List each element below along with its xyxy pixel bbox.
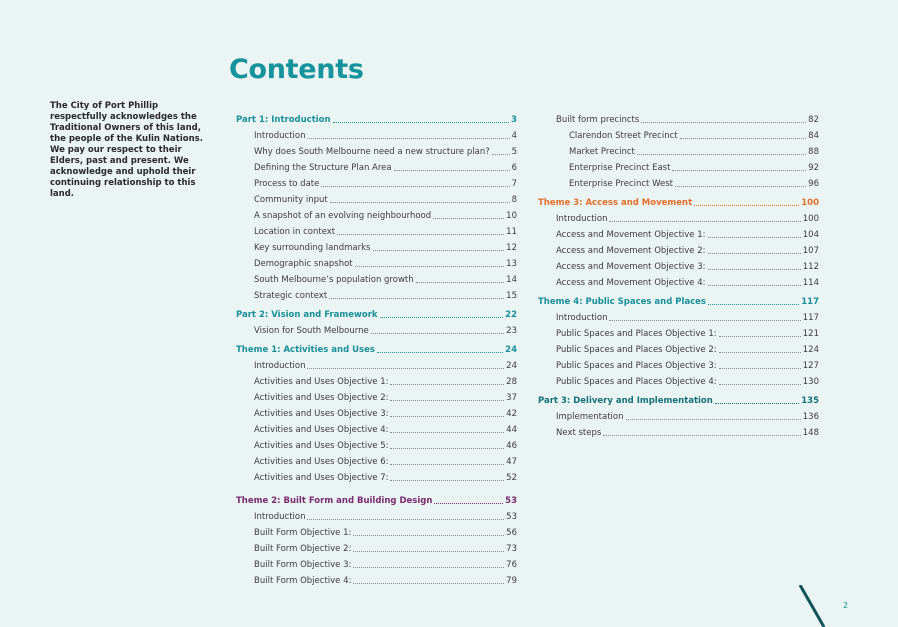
toc-leader-dots	[390, 383, 504, 385]
toc-entry[interactable]	[556, 329, 819, 339]
toc-leader-dots	[433, 217, 504, 219]
toc-leader-dots	[321, 185, 509, 187]
toc-page-number: 28	[506, 377, 517, 387]
toc-page-number: 88	[808, 147, 819, 157]
toc-leader-dots	[603, 434, 800, 436]
toc-leader-dots	[355, 265, 505, 267]
toc-leader-dots	[637, 153, 806, 155]
toc-leader-dots	[333, 121, 510, 123]
toc-page-number: 79	[506, 576, 517, 586]
toc-page-number: 130	[802, 377, 819, 387]
toc-leader-dots	[329, 297, 504, 299]
toc-leader-dots	[353, 582, 504, 584]
toc-entry[interactable]	[254, 457, 517, 467]
toc-section-heading[interactable]	[236, 115, 517, 125]
toc-entry[interactable]	[254, 326, 517, 336]
toc-entry-label: Part 2: Vision and Framework	[236, 310, 378, 320]
toc-page-number: 112	[802, 262, 819, 272]
toc-entry-label: Access and Movement Objective 4:	[556, 278, 706, 288]
toc-leader-dots	[373, 249, 505, 251]
decorative-slash	[798, 585, 838, 627]
toc-page-number: 52	[506, 473, 517, 483]
toc-entry[interactable]	[556, 278, 819, 288]
toc-entry[interactable]	[254, 211, 517, 221]
toc-page-number: 82	[808, 115, 819, 125]
toc-entry-label: Part 1: Introduction	[236, 115, 331, 125]
toc-entry-label: Enterprise Precinct West	[569, 179, 673, 189]
acknowledgement-text: The City of Port Phillip respectfully acknowledges the Traditional Owners of this land, the people of the Kulin Nations. We pay our respect to their Elders, past and present. We acknowledge and uphold their continuing relationship to this land.	[50, 101, 203, 199]
toc-leader-dots	[353, 550, 504, 552]
toc-page-number: 136	[802, 412, 819, 422]
toc-page-number: 11	[506, 227, 517, 237]
toc-entry[interactable]	[254, 361, 517, 371]
toc-page-number: 92	[808, 163, 819, 173]
toc-page-number: 3	[511, 115, 517, 125]
toc-leader-dots	[609, 319, 800, 321]
toc-entry-label: Process to date	[254, 179, 320, 189]
toc-page-number: 127	[802, 361, 819, 371]
toc-page-number: 23	[506, 326, 517, 336]
toc-page-number: 22	[505, 310, 517, 320]
toc-leader-dots	[708, 268, 801, 270]
toc-entry-label: Public Spaces and Places Objective 2:	[556, 345, 717, 355]
toc-page-number: 84	[808, 131, 819, 141]
toc-leader-dots	[641, 121, 806, 123]
toc-page-number: 42	[506, 409, 517, 419]
toc-page-number: 12	[506, 243, 517, 253]
toc-leader-dots	[708, 284, 801, 286]
toc-entry-label: Access and Movement Objective 1:	[556, 230, 706, 240]
toc-leader-dots	[719, 351, 801, 353]
toc-entry-label: Activities and Uses Objective 5:	[254, 441, 389, 451]
toc-page-number: 24	[506, 361, 517, 371]
toc-leader-dots	[672, 169, 806, 171]
toc-page-number: 76	[506, 560, 517, 570]
toc-leader-dots	[492, 153, 510, 155]
toc-leader-dots	[708, 303, 799, 305]
toc-section-heading[interactable]	[236, 310, 517, 320]
toc-leader-dots	[380, 316, 504, 318]
toc-leader-dots	[394, 169, 510, 171]
toc-entry[interactable]	[556, 246, 819, 256]
toc-entry-label: Theme 4: Public Spaces and Places	[538, 297, 706, 307]
toc-entry[interactable]	[254, 243, 517, 253]
toc-entry-label: Part 3: Delivery and Implementation	[538, 396, 713, 406]
toc-page-number: 46	[506, 441, 517, 451]
toc-leader-dots	[390, 415, 504, 417]
toc-page-number: 53	[506, 512, 517, 522]
toc-entry-label: Next steps	[556, 428, 602, 438]
toc-page-number: 6	[511, 163, 517, 173]
toc-entry[interactable]	[254, 291, 517, 301]
toc-page-number: 104	[802, 230, 819, 240]
toc-entry-label: Defining the Structure Plan Area	[254, 163, 392, 173]
toc-entry-label: Activities and Uses Objective 3:	[254, 409, 389, 419]
toc-entry-label: Activities and Uses Objective 7:	[254, 473, 389, 483]
toc-page-number: 117	[802, 313, 819, 323]
toc-entry[interactable]	[254, 377, 517, 387]
toc-page-number: 14	[506, 275, 517, 285]
toc-entry[interactable]	[254, 473, 517, 483]
toc-entry-label: Built Form Objective 2:	[254, 544, 352, 554]
toc-entry[interactable]	[254, 512, 517, 522]
toc-entry-label: Public Spaces and Places Objective 3:	[556, 361, 717, 371]
toc-entry-label: Location in context	[254, 227, 336, 237]
toc-entry-label: Key surrounding landmarks	[254, 243, 371, 253]
toc-page-number: 24	[505, 345, 517, 355]
toc-entry-label: Activities and Uses Objective 1:	[254, 377, 389, 387]
toc-leader-dots	[719, 383, 801, 385]
toc-entry-label: Market Precinct	[569, 147, 635, 157]
toc-section-heading[interactable]	[538, 297, 819, 307]
toc-page-number: 107	[802, 246, 819, 256]
toc-entry[interactable]	[556, 377, 819, 387]
toc-page-number: 135	[801, 396, 819, 406]
toc-page-number: 15	[506, 291, 517, 301]
toc-leader-dots	[337, 233, 504, 235]
toc-page-number: 47	[506, 457, 517, 467]
toc-entry[interactable]	[556, 345, 819, 355]
toc-page-number: 8	[511, 195, 517, 205]
page-title: Contents	[229, 54, 364, 85]
toc-entry[interactable]	[569, 147, 819, 157]
toc-leader-dots	[416, 281, 505, 283]
toc-page-number: 124	[802, 345, 819, 355]
toc-section-heading[interactable]	[538, 396, 819, 406]
toc-entry[interactable]	[556, 412, 819, 422]
toc-leader-dots	[390, 431, 504, 433]
toc-entry[interactable]	[254, 576, 517, 586]
toc-entry[interactable]	[254, 259, 517, 269]
toc-leader-dots	[694, 204, 799, 206]
toc-entry-label: Access and Movement Objective 2:	[556, 246, 706, 256]
toc-page-number: 56	[506, 528, 517, 538]
toc-entry-label: Introduction	[254, 131, 306, 141]
toc-entry-label: Introduction	[556, 214, 608, 224]
toc-leader-dots	[708, 252, 801, 254]
toc-entry[interactable]	[254, 441, 517, 451]
toc-entry-label: Theme 3: Access and Movement	[538, 198, 693, 208]
toc-page-number: 117	[801, 297, 819, 307]
toc-entry-label: Access and Movement Objective 3:	[556, 262, 706, 272]
toc-leader-dots	[307, 367, 504, 369]
toc-page-number: 10	[506, 211, 517, 221]
toc-entry[interactable]	[254, 544, 517, 554]
toc-leader-dots	[353, 566, 504, 568]
toc-entry[interactable]	[254, 528, 517, 538]
toc-entry-label: Built Form Objective 4:	[254, 576, 352, 586]
toc-entry[interactable]	[254, 227, 517, 237]
toc-leader-dots	[626, 418, 801, 420]
toc-entry[interactable]	[569, 163, 819, 173]
toc-entry-label: Activities and Uses Objective 2:	[254, 393, 389, 403]
toc-entry[interactable]	[254, 275, 517, 285]
toc-page-number: 96	[808, 179, 819, 189]
toc-page-number: 53	[505, 496, 517, 506]
toc-leader-dots	[719, 335, 801, 337]
toc-page-number: 148	[802, 428, 819, 438]
toc-entry-label: Enterprise Precinct East	[569, 163, 671, 173]
toc-page-number: 4	[511, 131, 517, 141]
toc-leader-dots	[377, 351, 503, 353]
toc-page-number: 13	[506, 259, 517, 269]
toc-leader-dots	[371, 332, 504, 334]
toc-leader-dots	[390, 479, 504, 481]
toc-leader-dots	[715, 402, 799, 404]
toc-leader-dots	[708, 236, 801, 238]
toc-page-number: 5	[511, 147, 517, 157]
toc-entry[interactable]	[254, 147, 517, 157]
toc-entry-label: South Melbourne’s population growth	[254, 275, 414, 285]
toc-entry[interactable]	[254, 163, 517, 173]
page-number: 2	[843, 601, 849, 610]
toc-page-number: 44	[506, 425, 517, 435]
toc-entry-label: Public Spaces and Places Objective 4:	[556, 377, 717, 387]
toc-page-number: 121	[802, 329, 819, 339]
toc-entry-label: Community input	[254, 195, 328, 205]
toc-entry[interactable]	[254, 425, 517, 435]
toc-page-number: 7	[511, 179, 517, 189]
toc-entry[interactable]	[569, 131, 819, 141]
toc-entry-label: Introduction	[556, 313, 608, 323]
toc-entry-label: Built Form Objective 1:	[254, 528, 352, 538]
toc-entry[interactable]	[556, 115, 819, 125]
toc-entry-label: Clarendon Street Precinct	[569, 131, 678, 141]
toc-entry-label: Demographic snapshot	[254, 259, 353, 269]
toc-entry[interactable]	[556, 313, 819, 323]
toc-entry-label: Theme 1: Activities and Uses	[236, 345, 375, 355]
toc-entry-label: Activities and Uses Objective 4:	[254, 425, 389, 435]
toc-entry-label: Introduction	[254, 512, 306, 522]
toc-entry-label: Why does South Melbourne need a new structure plan?	[254, 147, 490, 157]
toc-section-heading[interactable]	[538, 198, 819, 208]
toc-entry[interactable]	[569, 179, 819, 189]
toc-entry-label: Strategic context	[254, 291, 328, 301]
toc-entry-label: Public Spaces and Places Objective 1:	[556, 329, 717, 339]
toc-leader-dots	[609, 220, 800, 222]
toc-entry-label: Theme 2: Built Form and Building Design	[236, 496, 433, 506]
toc-page-number: 100	[801, 198, 819, 208]
toc-leader-dots	[675, 185, 806, 187]
toc-leader-dots	[390, 447, 504, 449]
toc-entry-label: A snapshot of an evolving neighbourhood	[254, 211, 432, 221]
toc-entry[interactable]	[254, 131, 517, 141]
toc-entry[interactable]	[254, 560, 517, 570]
toc-page-number: 73	[506, 544, 517, 554]
toc-leader-dots	[680, 137, 807, 139]
toc-entry[interactable]	[556, 230, 819, 240]
toc-leader-dots	[434, 502, 503, 504]
toc-leader-dots	[719, 367, 801, 369]
toc-entry[interactable]	[254, 179, 517, 189]
toc-page-number: 114	[802, 278, 819, 288]
toc-entry-label: Implementation	[556, 412, 624, 422]
toc-entry-label: Built form precincts	[556, 115, 640, 125]
toc-leader-dots	[307, 518, 504, 520]
toc-page-number: 100	[802, 214, 819, 224]
toc-entry[interactable]	[556, 214, 819, 224]
toc-leader-dots	[353, 534, 504, 536]
toc-section-heading[interactable]	[236, 345, 517, 355]
toc-entry[interactable]	[254, 195, 517, 205]
toc-leader-dots	[390, 463, 504, 465]
toc-entry-label: Activities and Uses Objective 6:	[254, 457, 389, 467]
toc-leader-dots	[330, 201, 510, 203]
toc-entry[interactable]	[254, 409, 517, 419]
toc-entry[interactable]	[556, 262, 819, 272]
toc-leader-dots	[390, 399, 504, 401]
toc-entry[interactable]	[254, 393, 517, 403]
toc-entry[interactable]	[556, 428, 819, 438]
toc-page-number: 37	[506, 393, 517, 403]
toc-leader-dots	[307, 137, 509, 139]
toc-entry-label: Built Form Objective 3:	[254, 560, 352, 570]
toc-section-heading[interactable]	[236, 496, 517, 506]
toc-entry-label: Vision for South Melbourne	[254, 326, 369, 336]
toc-entry-label: Introduction	[254, 361, 306, 371]
toc-entry[interactable]	[556, 361, 819, 371]
